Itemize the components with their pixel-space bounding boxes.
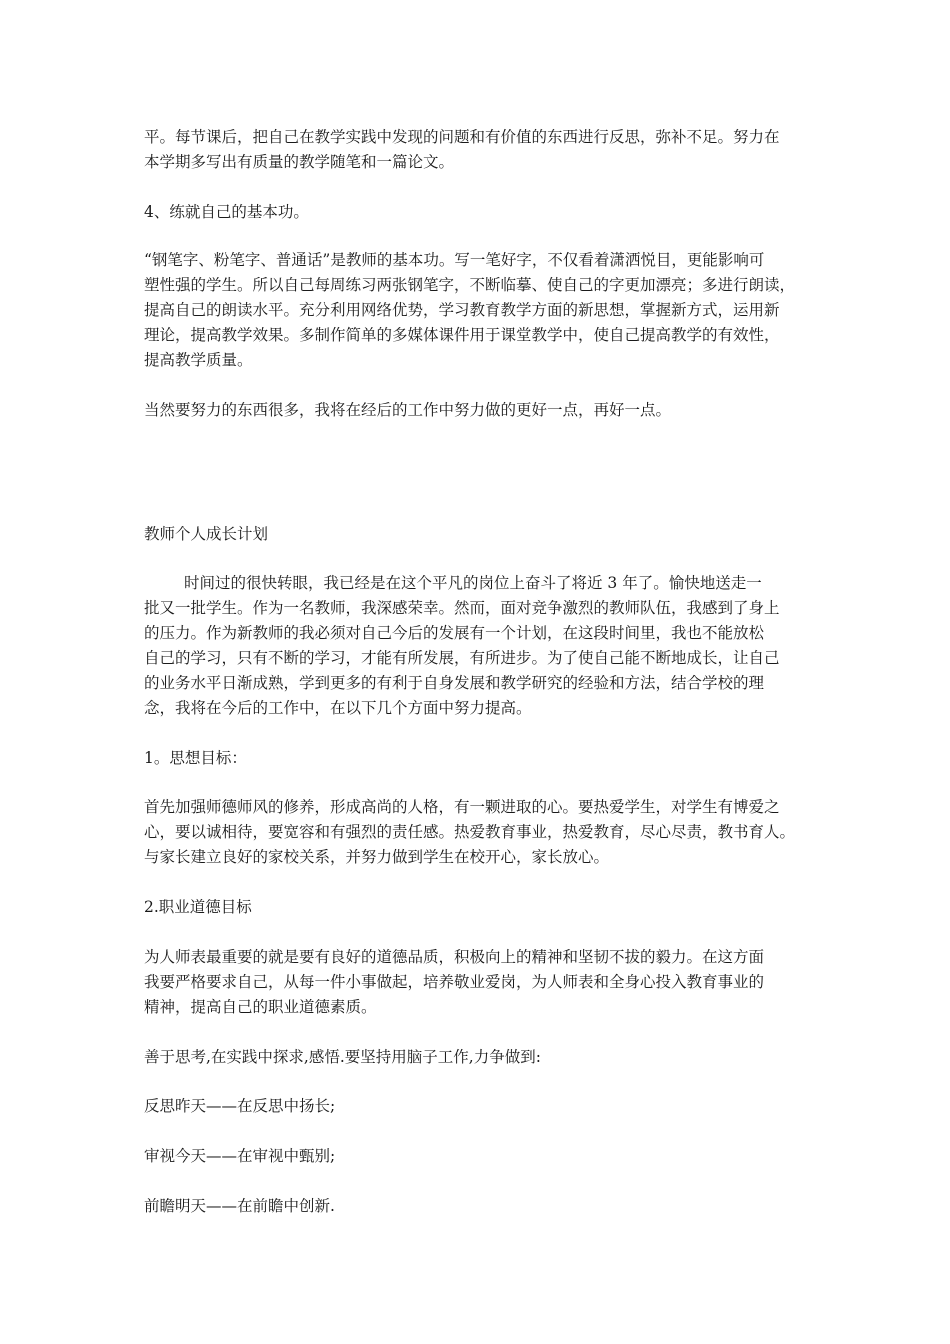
text-line: 我要严格要求自己，从每一件小事做起，培养敬业爱岗，为人师表和全身心投入教育事业的 [144, 973, 765, 991]
text-line: 精神，提高自己的职业道德素质。 [144, 998, 377, 1016]
text-line: 提高自己的朗读水平。充分利用网络优势，学习教育教学方面的新思想，掌握新方式，运用新 [144, 301, 780, 319]
reflection-item-yesterday: 反思昨天——在反思中扬长; [144, 1097, 336, 1115]
text-line: 自己的学习，只有不断的学习，才能有所发展，有所进步。为了使自己能不断地成长，让自己 [144, 649, 780, 667]
closing-line: 当然要努力的东西很多，我将在经后的工作中努力做的更好一点，再好一点。 [144, 401, 672, 419]
text-line: 念，我将在今后的工作中，在以下几个方面中努力提高。 [144, 699, 532, 717]
goal1-heading: 1。思想目标： [144, 749, 247, 767]
text-line: 与家长建立良好的家校关系，并努力做到学生在校开心，家长放心。 [144, 848, 610, 866]
text-line: 的压力。作为新教师的我必须对自己今后的发展有一个计划，在这段时间里，我也不能放松 [144, 624, 765, 642]
opening-paragraph [144, 571, 812, 721]
text-line: “钢笔字、粉笔字、普通话”是教师的基本功。写一笔好字，不仅看着潇洒悦目，更能影响可 [144, 251, 765, 269]
text-line: 本学期多写出有质量的教学随笔和一篇论文。 [144, 153, 455, 171]
text-line: 的业务水平日渐成熟，学到更多的有利于自身发展和教学研究的经验和方法，结合学校的理 [144, 674, 765, 692]
intro-paragraph [144, 125, 812, 175]
section-title: 教师个人成长计划 [144, 525, 269, 543]
reflection-item-today: 审视今天——在审视中甄别; [144, 1147, 336, 1165]
text-line: 心，要以诚相待，要宽容和有强烈的责任感。热爱教育事业，热爱教育，尽心尽责，教书育人。 [144, 823, 796, 841]
goal2-heading: 2.职业道德目标 [144, 898, 252, 916]
text-line: 平。每节课后，把自己在教学实践中发现的问题和有价值的东西进行反思，弥补不足。努力在 [144, 128, 780, 146]
text-line: 为人师表最重要的就是要有良好的道德品质，积极向上的精神和坚韧不拔的毅力。在这方面 [144, 948, 765, 966]
item4-heading: 4、练就自己的基本功。 [144, 203, 309, 221]
text-line: 提高教学质量。 [144, 351, 253, 369]
text-line: 理论，提高教学效果。多制作简单的多媒体课件用于课堂教学中，使自己提高教学的有效性， [144, 326, 780, 344]
goal2-paragraph [144, 945, 812, 1020]
text-line: 批又一批学生。作为一名教师，我深感荣幸。然而，面对竞争激烈的教师队伍，我感到了身上 [144, 599, 780, 617]
goal1-paragraph [144, 795, 812, 870]
reflection-intro: 善于思考,在实践中探求,感悟.要坚持用脑子工作,力争做到: [144, 1048, 541, 1066]
text-line: 首先加强师德师风的修养，形成高尚的人格，有一颗进取的心。要热爱学生，对学生有博爱之 [144, 798, 780, 816]
reflection-item-tomorrow: 前瞻明天——在前瞻中创新. [144, 1197, 335, 1215]
text-line: 塑性强的学生。所以自己每周练习两张钢笔字，不断临摹、使自己的字更加漂亮；多进行朗读， [144, 276, 796, 294]
basic-skill-paragraph [144, 248, 812, 373]
text-line: 时间过的很快转眼，我已经是在这个平凡的岗位上奋斗了将近 3 年了。愉快地送走一 [184, 574, 762, 592]
